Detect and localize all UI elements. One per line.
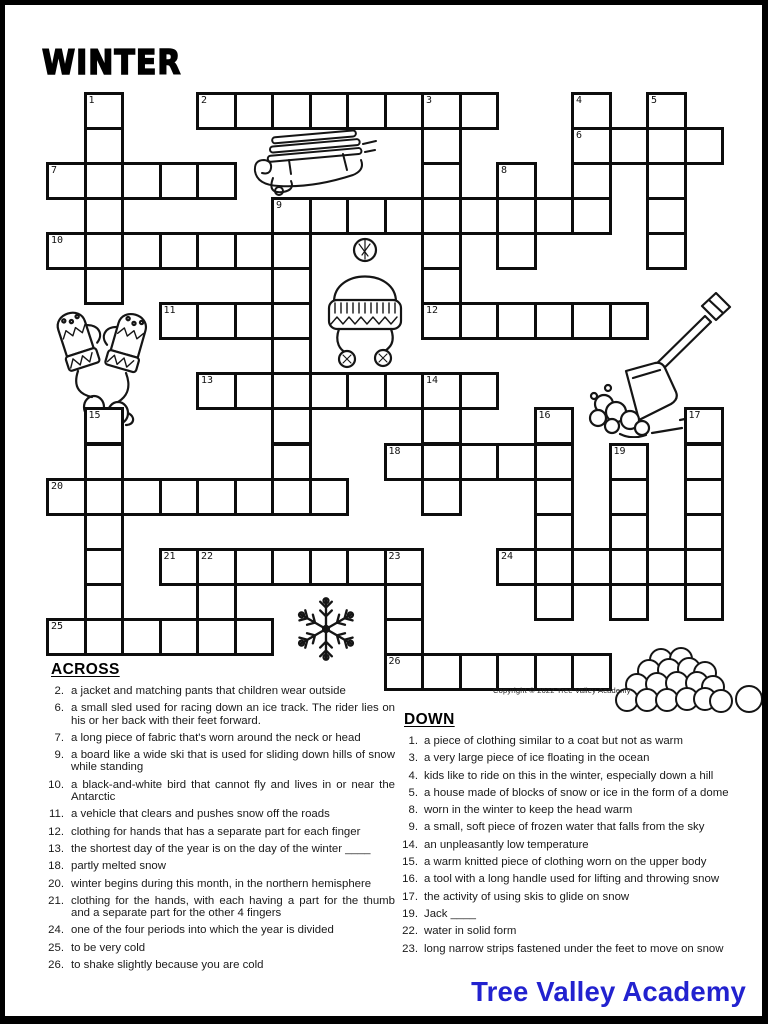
cell-number: 21 xyxy=(163,550,176,562)
grid-cell[interactable] xyxy=(459,443,500,481)
grid-cell[interactable] xyxy=(159,618,200,656)
cell-number: 17 xyxy=(688,410,701,422)
grid-cell[interactable] xyxy=(234,478,275,516)
grid-cell[interactable] xyxy=(496,162,537,200)
grid-cell[interactable] xyxy=(46,232,87,270)
across-clue-18 xyxy=(45,860,395,872)
grid-cell[interactable] xyxy=(196,232,237,270)
grid-cell[interactable] xyxy=(84,267,125,305)
grid-cell[interactable] xyxy=(234,232,275,270)
grid-cell[interactable] xyxy=(346,548,387,586)
footer-brand: Tree Valley Academy xyxy=(471,976,746,1007)
down-clue-19 xyxy=(398,908,764,920)
down-clue-list xyxy=(398,735,764,955)
clue-number: 13. xyxy=(48,842,64,855)
clue-text: long narrow strips fastened under the feet to move on snow xyxy=(424,942,724,955)
clue-number: 6. xyxy=(54,702,64,715)
clue-text: kids like to ride on this in the winter, especially down a hill xyxy=(424,769,714,782)
grid-cell[interactable] xyxy=(121,618,162,656)
grid-cell[interactable] xyxy=(459,372,500,410)
clue-number: 8. xyxy=(408,804,418,817)
grid-cell[interactable] xyxy=(384,618,425,656)
grid-cell[interactable] xyxy=(609,478,650,516)
cell-number: 19 xyxy=(613,445,626,457)
grid-cell[interactable] xyxy=(121,232,162,270)
grid-cell[interactable] xyxy=(346,372,387,410)
cell-number: 23 xyxy=(388,550,401,562)
grid-cell[interactable] xyxy=(309,92,350,130)
grid-cell[interactable] xyxy=(609,583,650,621)
clue-text: a long piece of fabric that's worn around the neck or head xyxy=(71,731,361,744)
down-clue-14 xyxy=(398,839,764,851)
clue-number: 3. xyxy=(408,752,418,765)
clue-number: 12. xyxy=(48,825,64,838)
grid-cell[interactable] xyxy=(684,127,725,165)
grid-cell[interactable] xyxy=(346,197,387,235)
clue-number: 21. xyxy=(48,894,64,907)
clue-text: a piece of clothing similar to a coat but not as warm xyxy=(424,735,683,747)
grid-cell[interactable] xyxy=(684,548,725,586)
cell-number: 9 xyxy=(276,199,283,211)
down-clue-17 xyxy=(398,891,764,903)
grid-cell[interactable] xyxy=(196,162,237,200)
cell-number: 14 xyxy=(426,375,439,387)
cell-number: 4 xyxy=(576,94,583,106)
grid-cell[interactable] xyxy=(571,197,612,235)
clue-number: 23. xyxy=(402,942,418,955)
grid-cell[interactable] xyxy=(309,478,350,516)
grid-cell[interactable] xyxy=(459,92,500,130)
clue-number: 15. xyxy=(402,856,418,869)
grid-cell[interactable] xyxy=(121,478,162,516)
grid-cell[interactable] xyxy=(571,302,612,340)
grid-cell[interactable] xyxy=(84,443,125,481)
grid-cell[interactable] xyxy=(421,267,462,305)
clue-number: 19. xyxy=(402,907,418,920)
across-clue-26 xyxy=(45,959,395,971)
across-header: ACROSS xyxy=(51,661,120,678)
grid-cell[interactable] xyxy=(384,583,425,621)
grid-cell[interactable] xyxy=(196,583,237,621)
grid-cell[interactable] xyxy=(84,232,125,270)
grid-cell[interactable] xyxy=(421,302,462,340)
grid-cell[interactable] xyxy=(459,302,500,340)
grid-cell[interactable] xyxy=(421,372,462,410)
clue-text: Jack ____ xyxy=(424,907,476,920)
down-clue-4 xyxy=(398,770,764,782)
grid-cell[interactable] xyxy=(84,513,125,551)
clue-text: a small, soft piece of frozen water that falls from the sky xyxy=(424,821,705,834)
clue-text: the shortest day of the year is on the day of the winter ____ xyxy=(71,842,371,855)
grid-cell[interactable] xyxy=(196,548,237,586)
cell-number: 22 xyxy=(201,550,214,562)
clue-number: 16. xyxy=(402,873,418,886)
cell-number: 3 xyxy=(426,94,433,106)
cell-number: 26 xyxy=(388,656,401,668)
grid-cell[interactable] xyxy=(46,478,87,516)
grid-cell[interactable] xyxy=(196,618,237,656)
cell-number: 15 xyxy=(88,410,101,422)
across-clue-24 xyxy=(45,924,395,936)
grid-cell[interactable] xyxy=(271,302,312,340)
across-clue-list xyxy=(45,685,395,971)
clue-number: 1. xyxy=(408,735,418,747)
clue-number: 14. xyxy=(402,838,418,851)
clue-text: a board like a wide ski that is used for sliding down hills of snow while standing xyxy=(71,749,395,774)
grid-cell[interactable] xyxy=(271,197,312,235)
grid-cell[interactable] xyxy=(609,548,650,586)
clue-number: 9. xyxy=(408,821,418,834)
grid-cell[interactable] xyxy=(384,197,425,235)
across-clue-7 xyxy=(45,732,395,744)
grid-cell[interactable] xyxy=(571,162,612,200)
grid-cell[interactable] xyxy=(534,583,575,621)
clue-text: clothing for hands that has a separate part for each finger xyxy=(71,825,361,838)
grid-cell[interactable] xyxy=(271,232,312,270)
clue-text: to shake slightly because you are cold xyxy=(71,959,264,972)
grid-cell[interactable] xyxy=(534,548,575,586)
grid-cell[interactable] xyxy=(646,127,687,165)
clue-text: a house made of blocks of snow or ice in the form of a dome xyxy=(424,786,729,799)
cell-number: 7 xyxy=(51,164,58,176)
grid-cell[interactable] xyxy=(196,372,237,410)
grid-cell[interactable] xyxy=(571,92,612,130)
cell-number: 12 xyxy=(426,305,439,317)
down-clue-9 xyxy=(398,821,764,833)
clue-number: 24. xyxy=(48,924,64,937)
grid-cell[interactable] xyxy=(271,372,312,410)
grid-cell[interactable] xyxy=(84,478,125,516)
grid-cell[interactable] xyxy=(84,197,125,235)
grid-cell[interactable] xyxy=(421,162,462,200)
grid-cell[interactable] xyxy=(571,548,612,586)
grid-cell[interactable] xyxy=(421,478,462,516)
clue-number: 2. xyxy=(54,685,64,697)
grid-cell[interactable] xyxy=(84,548,125,586)
grid-cell[interactable] xyxy=(46,162,87,200)
grid-cell[interactable] xyxy=(609,513,650,551)
grid-cell[interactable] xyxy=(84,127,125,165)
across-clue-11 xyxy=(45,808,395,820)
grid-cell[interactable] xyxy=(271,407,312,445)
grid-cell[interactable] xyxy=(496,197,537,235)
clue-text: water in solid form xyxy=(424,925,517,938)
clue-text: partly melted snow xyxy=(71,860,166,873)
grid-cell[interactable] xyxy=(234,618,275,656)
clue-number: 18. xyxy=(48,860,64,873)
across-clue-10 xyxy=(45,779,395,804)
down-header: DOWN xyxy=(404,711,455,728)
grid-cell[interactable] xyxy=(309,372,350,410)
cell-number: 24 xyxy=(501,550,514,562)
across-clue-9 xyxy=(45,749,395,774)
grid-cell[interactable] xyxy=(196,478,237,516)
grid-cell[interactable] xyxy=(684,407,725,445)
clue-number: 10. xyxy=(48,778,64,791)
clue-number: 4. xyxy=(408,769,418,782)
grid-cell[interactable] xyxy=(159,478,200,516)
page-title: WINTER xyxy=(42,44,182,84)
grid-cell[interactable] xyxy=(534,478,575,516)
across-section xyxy=(45,661,395,976)
grid-cell[interactable] xyxy=(84,92,125,130)
cell-number: 16 xyxy=(538,410,551,422)
down-clue-16 xyxy=(398,873,764,885)
cell-number: 6 xyxy=(576,129,583,141)
grid-cell[interactable] xyxy=(421,443,462,481)
clue-text: a black-and-white bird that cannot fly and lives in or near the Antarctic xyxy=(71,778,395,804)
clue-text: to be very cold xyxy=(71,941,146,954)
grid-cell[interactable] xyxy=(121,162,162,200)
grid-cell[interactable] xyxy=(646,162,687,200)
across-clue-21 xyxy=(45,895,395,920)
grid-cell[interactable] xyxy=(684,443,725,481)
grid-cell[interactable] xyxy=(684,478,725,516)
grid-cell[interactable] xyxy=(646,548,687,586)
clue-text: winter begins during this month, in the northern hemisphere xyxy=(71,877,372,890)
grid-cell[interactable] xyxy=(234,302,275,340)
grid-cell[interactable] xyxy=(684,513,725,551)
cell-number: 5 xyxy=(651,94,658,106)
down-clue-22 xyxy=(398,925,764,937)
clue-text: one of the four periods into which the year is divided xyxy=(71,924,334,937)
grid-cell[interactable] xyxy=(609,443,650,481)
grid-cell[interactable] xyxy=(421,653,462,691)
clue-number: 17. xyxy=(402,890,418,903)
grid-cell[interactable] xyxy=(571,127,612,165)
grid-cell[interactable] xyxy=(496,232,537,270)
grid-cell[interactable] xyxy=(196,302,237,340)
grid-cell[interactable] xyxy=(271,478,312,516)
grid-cell[interactable] xyxy=(534,302,575,340)
grid-cell[interactable] xyxy=(384,443,425,481)
across-clue-6 xyxy=(45,702,395,727)
clue-number: 26. xyxy=(48,959,64,972)
grid-cell[interactable] xyxy=(84,407,125,445)
grid-cell[interactable] xyxy=(384,92,425,130)
grid-cell[interactable] xyxy=(609,127,650,165)
grid-cell[interactable] xyxy=(234,548,275,586)
grid-cell[interactable] xyxy=(271,267,312,305)
grid-cell[interactable] xyxy=(421,127,462,165)
grid-cell[interactable] xyxy=(534,407,575,445)
grid-cell[interactable] xyxy=(271,92,312,130)
grid-cell[interactable] xyxy=(459,197,500,235)
grid-cell[interactable] xyxy=(84,162,125,200)
grid-cell[interactable] xyxy=(159,162,200,200)
down-clue-8 xyxy=(398,804,764,816)
clue-text: a warm knitted piece of clothing worn on the upper body xyxy=(424,856,707,869)
grid-cell[interactable] xyxy=(534,513,575,551)
grid-cell[interactable] xyxy=(271,443,312,481)
grid-cell[interactable] xyxy=(309,548,350,586)
down-clue-3 xyxy=(398,752,764,764)
grid-cell[interactable] xyxy=(384,372,425,410)
grid-cell[interactable] xyxy=(346,92,387,130)
clue-text: the activity of using skis to glide on snow xyxy=(424,890,630,903)
grid-cell[interactable] xyxy=(84,583,125,621)
across-clue-12 xyxy=(45,826,395,838)
copyright-text: Copyright © 2022 Tree Valley Academy xyxy=(493,686,631,695)
grid-cell[interactable] xyxy=(309,197,350,235)
grid-cell[interactable] xyxy=(421,197,462,235)
across-clue-13 xyxy=(45,843,395,855)
clue-text: a tool with a long handle used for lifting and throwing snow xyxy=(424,873,720,886)
grid-cell[interactable] xyxy=(684,583,725,621)
grid-cell[interactable] xyxy=(84,618,125,656)
grid-cell[interactable] xyxy=(196,92,237,130)
clue-text: a very large piece of ice floating in the ocean xyxy=(424,752,650,765)
cell-number: 13 xyxy=(201,375,214,387)
grid-cell[interactable] xyxy=(534,197,575,235)
clue-text: a jacket and matching pants that children wear outside xyxy=(71,685,346,697)
cell-number: 8 xyxy=(501,164,508,176)
clue-number: 25. xyxy=(48,941,64,954)
grid-cell[interactable] xyxy=(646,232,687,270)
grid-cell[interactable] xyxy=(421,232,462,270)
grid-cell[interactable] xyxy=(646,197,687,235)
grid-cell[interactable] xyxy=(234,372,275,410)
grid-cell[interactable] xyxy=(46,618,87,656)
clue-number: 9. xyxy=(54,749,64,762)
grid-cell[interactable] xyxy=(496,548,537,586)
grid-cell[interactable] xyxy=(496,443,537,481)
down-clue-15 xyxy=(398,856,764,868)
cell-number: 20 xyxy=(51,480,64,492)
down-clue-23 xyxy=(398,943,764,955)
clue-number: 11. xyxy=(49,808,64,821)
clue-number: 5. xyxy=(408,786,418,799)
grid-cell[interactable] xyxy=(384,548,425,586)
cell-number: 11 xyxy=(163,305,176,317)
grid-cell[interactable] xyxy=(271,548,312,586)
clue-number: 20. xyxy=(48,877,64,890)
clue-text: a vehicle that clears and pushes snow off the roads xyxy=(71,808,330,821)
grid-cell[interactable] xyxy=(496,302,537,340)
clue-number: 7. xyxy=(54,731,64,744)
grid-cell[interactable] xyxy=(234,92,275,130)
grid-cell[interactable] xyxy=(159,548,200,586)
down-clue-1 xyxy=(398,735,764,747)
grid-cell[interactable] xyxy=(159,232,200,270)
across-clue-25 xyxy=(45,942,395,954)
cell-number: 25 xyxy=(51,621,64,632)
grid-cell[interactable] xyxy=(534,443,575,481)
across-clue-2 xyxy=(45,685,395,697)
across-clue-20 xyxy=(45,878,395,890)
cell-number: 10 xyxy=(51,234,64,246)
grid-cell[interactable] xyxy=(609,302,650,340)
cell-number: 18 xyxy=(388,445,401,457)
cell-number: 2 xyxy=(201,94,208,106)
grid-cell[interactable] xyxy=(421,407,462,445)
grid-cell[interactable] xyxy=(421,92,462,130)
clue-number: 22. xyxy=(402,925,418,938)
clue-text: clothing for the hands, with each having a part for the thumb and a separate part for the other 4 fingers xyxy=(71,894,395,920)
down-clue-5 xyxy=(398,787,764,799)
clue-text: worn in the winter to keep the head warm xyxy=(424,804,633,817)
clue-text: a small sled used for racing down an ice track. The rider lies on his or her back with their feet forward. xyxy=(71,702,395,727)
grid-cell[interactable] xyxy=(271,337,312,375)
down-section xyxy=(398,711,764,960)
cell-number: 1 xyxy=(88,94,95,106)
clue-text: an unpleasantly low temperature xyxy=(424,838,589,851)
grid-cell[interactable] xyxy=(646,92,687,130)
grid-cell[interactable] xyxy=(159,302,200,340)
